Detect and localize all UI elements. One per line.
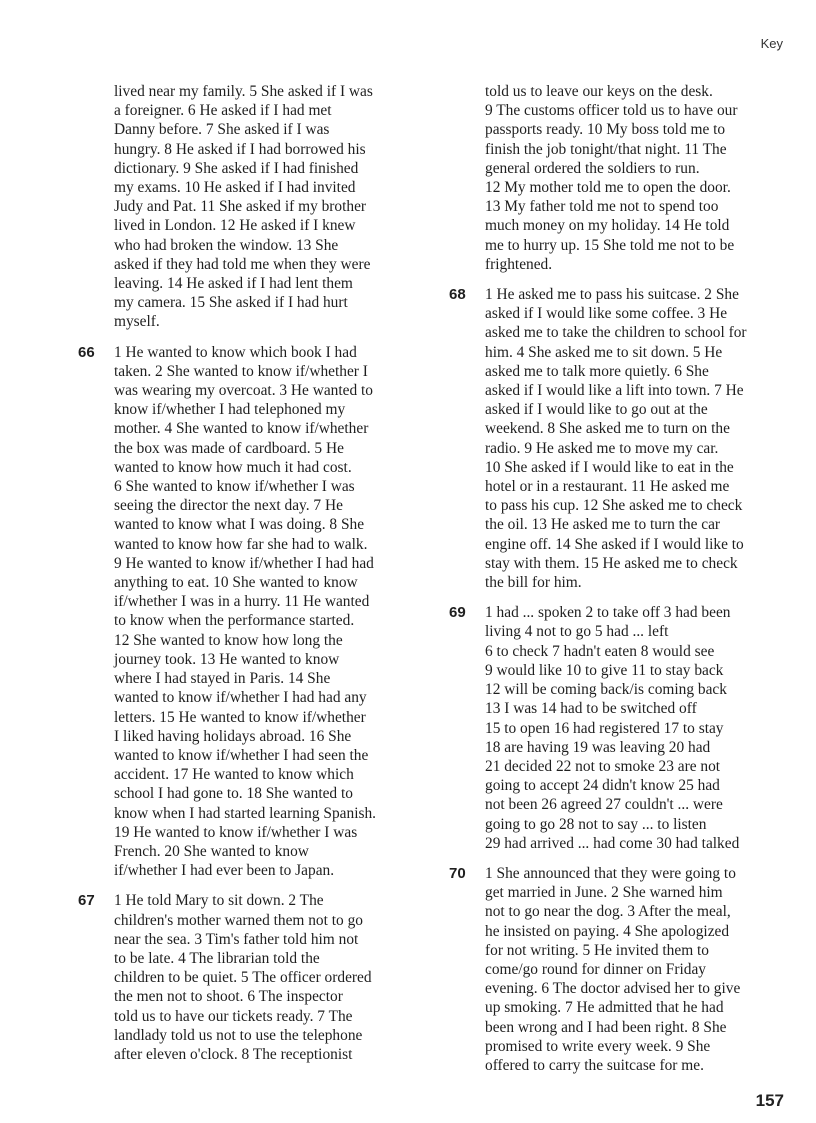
- answer-line: general ordered the soldiers to run.: [485, 159, 700, 177]
- answer-line: 9 The customs officer told us to have our: [485, 102, 738, 120]
- answer-line: hotel or in a restaurant. 11 He asked me: [485, 478, 730, 496]
- exercise-continued: [78, 82, 420, 332]
- answer-line: to pass his cup. 12 She asked me to check: [485, 497, 743, 515]
- answer-line: wanted to know how much it had cost.: [114, 458, 352, 476]
- answer-line: asked if I would like some coffee. 3 He: [485, 305, 728, 323]
- answer-line: children to be quiet. 5 The officer ordered: [114, 969, 372, 987]
- answer-line: if/whether I was in a hurry. 11 He wanted: [114, 593, 370, 611]
- answer-line: told us to leave our keys on the desk.: [485, 83, 713, 100]
- answer-line: 13 My father told me not to spend too: [485, 198, 719, 216]
- answer-line: 6 to check 7 hadn't eaten 8 would see: [485, 642, 715, 660]
- answer-line: wanted to know if/whether I had seen the: [114, 746, 369, 764]
- answer-line: asked if I would like to go out at the: [485, 401, 708, 419]
- answer-line: 1 He asked me to pass his suitcase. 2 She: [485, 286, 739, 304]
- answer-line: landlady told us not to use the telephone: [114, 1026, 363, 1044]
- answer-line: going to accept 24 didn't know 25 had: [485, 777, 720, 795]
- exercise-number: 69: [449, 604, 466, 622]
- answer-line: children's mother warned them not to go: [114, 911, 363, 929]
- right-column: [449, 82, 794, 1075]
- answer-line: my exams. 10 He asked if I had invited: [114, 179, 356, 197]
- answer-line: evening. 6 The doctor advised her to give: [485, 980, 741, 998]
- answer-line: asked if they had told me when they were: [114, 255, 371, 273]
- answer-line: Danny before. 7 She asked if I was: [114, 121, 330, 139]
- answer-line: letters. 15 He wanted to know if/whether: [114, 708, 366, 726]
- answer-line: dictionary. 9 She asked if I had finished: [114, 159, 359, 177]
- answer-line: asked me to take the children to school for: [485, 324, 747, 342]
- answer-line: hungry. 8 He asked if I had borrowed his: [114, 140, 366, 158]
- exercise-68: [449, 285, 794, 592]
- answer-line: offered to carry the suitcase for me.: [485, 1056, 704, 1074]
- answer-line: 9 He wanted to know if/whether I had had: [114, 554, 374, 572]
- answer-line: 1 She announced that they were going to: [485, 864, 736, 882]
- answer-line: 1 He told Mary to sit down. 2 The: [114, 892, 324, 910]
- answer-line: my camera. 15 She asked if I had hurt: [114, 294, 348, 312]
- answer-line: come/go round for dinner on Friday: [485, 960, 706, 978]
- answer-line: where I had stayed in Paris. 14 She: [114, 670, 331, 688]
- answer-line: engine off. 14 She asked if I would like to: [485, 535, 744, 553]
- answer-line: 1 He wanted to know which book I had: [114, 343, 357, 361]
- answer-line: anything to eat. 10 She wanted to know: [114, 574, 358, 592]
- left-column: [78, 82, 420, 1064]
- answer-line: journey took. 13 He wanted to know: [114, 650, 340, 668]
- answer-line: 1 had ... spoken 2 to take off 3 had been: [485, 604, 731, 622]
- answer-line: 15 to open 16 had registered 17 to stay: [485, 719, 724, 737]
- exercise-69: [449, 603, 794, 853]
- answer-line: wanted to know how far she had to walk.: [114, 535, 368, 553]
- answer-line: much money on my holiday. 14 He told: [485, 217, 730, 235]
- answer-line: 10 She asked if I would like to eat in the: [485, 458, 734, 476]
- exercise-number: 67: [78, 892, 95, 910]
- exercise-number: 66: [78, 343, 95, 361]
- answer-line: seeing the director the next day. 7 He: [114, 497, 343, 515]
- answer-line: lived near my family. 5 She asked if I was: [114, 83, 373, 100]
- answer-line: school I had gone to. 18 She wanted to: [114, 785, 353, 803]
- answer-line: was wearing my overcoat. 3 He wanted to: [114, 382, 373, 400]
- answer-line: been wrong and I had been right. 8 She: [485, 1018, 727, 1036]
- answer-line: him. 4 She asked me to sit down. 5 He: [485, 343, 723, 361]
- answer-line: asked me to talk more quietly. 6 She: [485, 362, 709, 380]
- answer-line: who had broken the window. 13 She: [114, 236, 339, 254]
- answer-line: 12 My mother told me to open the door.: [485, 179, 731, 197]
- exercise-number: 70: [449, 864, 466, 882]
- answer-line: me to hurry up. 15 She told me not to be: [485, 236, 735, 254]
- answer-line: 12 She wanted to know how long the: [114, 631, 343, 649]
- answer-line: a foreigner. 6 He asked if I had met: [114, 102, 332, 120]
- answer-line: get married in June. 2 She warned him: [485, 884, 723, 902]
- answer-line: the men not to shoot. 6 The inspector: [114, 988, 343, 1006]
- exercise-70: [449, 864, 794, 1075]
- page-number: 157: [755, 1091, 784, 1110]
- answer-line: 13 I was 14 had to be switched off: [485, 700, 697, 718]
- answer-line: asked if I would like a lift into town. 7 He: [485, 382, 744, 400]
- answer-line: the oil. 13 He asked me to turn the car: [485, 516, 721, 534]
- answer-line: not been 26 agreed 27 couldn't ... were: [485, 796, 723, 814]
- answer-line: 12 will be coming back/is coming back: [485, 681, 727, 699]
- answer-line: French. 20 She wanted to know: [114, 842, 309, 860]
- answer-line: 9 would like 10 to give 11 to stay back: [485, 661, 724, 679]
- answer-line: promised to write every week. 9 She: [485, 1037, 711, 1055]
- answer-line: up smoking. 7 He admitted that he had: [485, 999, 724, 1017]
- answer-line: 19 He wanted to know if/whether I was: [114, 823, 358, 841]
- answer-line: after eleven o'clock. 8 The receptionist: [114, 1045, 353, 1063]
- answer-line: to be late. 4 The librarian told the: [114, 949, 320, 967]
- answer-line: radio. 9 He asked me to move my car.: [485, 439, 719, 457]
- answer-line: he insisted on paying. 4 She apologized: [485, 922, 730, 940]
- answer-line: 21 decided 22 not to smoke 23 are not: [485, 757, 721, 775]
- answer-line: know when I had started learning Spanish.: [114, 804, 377, 822]
- exercise-66: [78, 343, 420, 881]
- answer-line: stay with them. 15 He asked me to check: [485, 554, 738, 572]
- answer-line: passports ready. 10 My boss told me to: [485, 121, 726, 139]
- answer-line: leaving. 14 He asked if I had lent them: [114, 275, 353, 293]
- answer-line: lived in London. 12 He asked if I knew: [114, 217, 356, 235]
- answer-line: mother. 4 She wanted to know if/whether: [114, 420, 369, 438]
- answer-line: 18 are having 19 was leaving 20 had: [485, 738, 711, 756]
- answer-line: near the sea. 3 Tim's father told him not: [114, 930, 359, 948]
- answer-line: Judy and Pat. 11 She asked if my brother: [114, 198, 367, 216]
- answer-line: told us to have our tickets ready. 7 The: [114, 1007, 353, 1025]
- answer-line: taken. 2 She wanted to know if/whether I: [114, 362, 368, 380]
- answer-line: accident. 17 He wanted to know which: [114, 766, 354, 784]
- answer-line: wanted to know if/whether I had had any: [114, 689, 367, 707]
- exercise-67: [78, 891, 420, 1064]
- exercise-number: 68: [449, 286, 466, 304]
- answer-line: the bill for him.: [485, 574, 582, 592]
- answer-line: going to go 28 not to say ... to listen: [485, 815, 707, 833]
- answer-line: the box was made of cardboard. 5 He: [114, 439, 344, 457]
- answer-line: finish the job tonight/that night. 11 The: [485, 140, 727, 158]
- answer-line: 29 had arrived ... had come 30 had talked: [485, 834, 740, 852]
- answer-line: if/whether I had ever been to Japan.: [114, 862, 335, 880]
- answer-line: wanted to know what I was doing. 8 She: [114, 516, 365, 534]
- running-header: Key: [760, 36, 783, 51]
- answer-line: living 4 not to go 5 had ... left: [485, 623, 669, 641]
- answer-line: weekend. 8 She asked me to turn on the: [485, 420, 730, 438]
- exercise-continued: [449, 82, 794, 274]
- answer-line: I liked having holidays abroad. 16 She: [114, 727, 352, 745]
- answer-line: frightened.: [485, 255, 553, 273]
- answer-line: not to go near the dog. 3 After the meal,: [485, 903, 731, 921]
- answer-line: for not writing. 5 He invited them to: [485, 941, 709, 959]
- answer-line: to know when the performance started.: [114, 612, 355, 630]
- answer-line: 6 She wanted to know if/whether I was: [114, 478, 355, 496]
- answer-line: myself.: [114, 313, 160, 331]
- answer-line: know if/whether I had telephoned my: [114, 401, 346, 419]
